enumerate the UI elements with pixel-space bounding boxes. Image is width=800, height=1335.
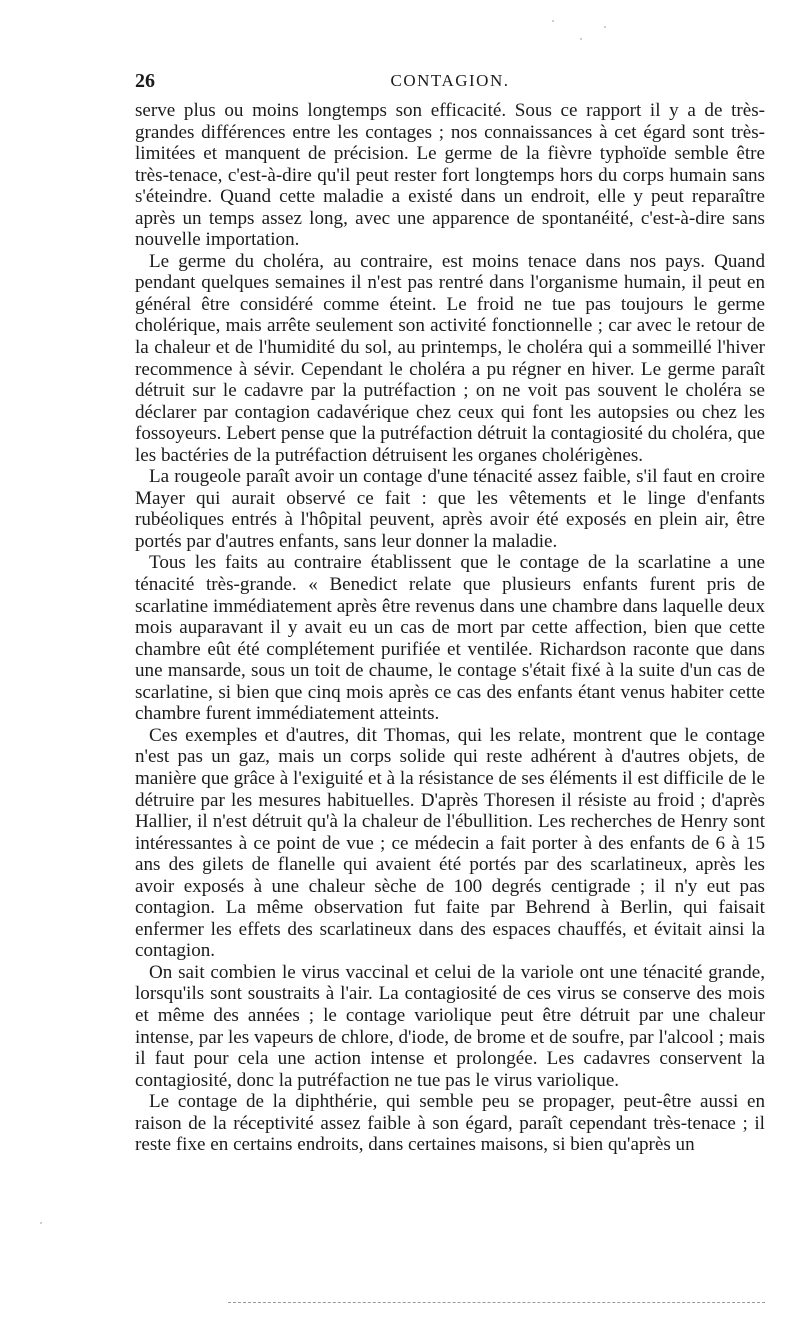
paragraph-fievre-typhoide: serve plus ou moins longtemps son efficacité. Sous ce rapport il y a de très-grandes différences entre les contages ; nos connaissances à cet égard sont très-limitées et manquent de précision. Le germe de la fièvre typhoïde semble être très-tenace, c'est-à-dire qu'il peut rester fort longtemps hors du corps humain sans s'éteindre. Quand cette maladie a existé dans un endroit, elle y peut reparaître après un temps assez long, avec une apparence de spontanéité, c'est-à-dire sans nouvelle importation. xyxy=(135,100,765,251)
paragraph-rougeole: La rougeole paraît avoir un contage d'une ténacité assez faible, s'il faut en croire Mayer qui aurait observé ce fait : que les vêtements et le linge d'enfants rubéoliques entrés à l'hôpital peuvent, après avoir été exposés en plein air, être portés par d'autres enfants, sans leur donner la maladie. xyxy=(135,466,765,552)
page-number: 26 xyxy=(135,70,155,92)
body-text xyxy=(135,100,765,1156)
scan-speck xyxy=(552,20,554,22)
running-title: CONTAGION. xyxy=(390,71,510,90)
page-header xyxy=(135,70,765,96)
paragraph-thomas-exemples: Ces exemples et d'autres, dit Thomas, qui les relate, montrent que le contage n'est pas un gaz, mais un corps solide qui reste adhérent à d'autres objets, de manière que grâce à l'exiguité et à la résistance de ses éléments il est difficile de le détruire par les mesures habituelles. D'après Thoresen il résiste au froid ; d'après Hallier, il n'est détruit qu'à la chaleur de l'ébullition. Les recherches de Henry sont intéressantes à ce point de vue ; ce médecin a fait porter à des enfants de 6 à 15 ans des gilets de flanelle qui avaient été portés par des scarlatineux, après les avoir exposés à une chaleur sèche de 100 degrés centigrade ; il n'y eut pas contagion. La même observation fut faite par Behrend à Berlin, qui faisait enfermer les effets des scarlatineux dans des espaces chauffés, et évitait ainsi la contagion. xyxy=(135,724,765,962)
scan-speck xyxy=(604,26,606,28)
paragraph-cholera: Le germe du choléra, au contraire, est moins tenace dans nos pays. Quand pendant quelques semaines il n'est pas rentré dans l'organisme humain, il peut en général être considéré comme éteint. Le froid ne tue pas toujours le germe cholérique, mais arrête seulement son activité fonctionnelle ; car avec le retour de la chaleur et de l'humidité du sol, au printemps, le choléra qui a sommeillé l'hiver recommence à sévir. Cependant le choléra a pu régner en hiver. Le germe paraît détruit sur le cadavre par la putréfaction ; on ne voit pas souvent le choléra se déclarer par contagion cadavérique chez ceux qui font les autopsies ou chez les fossoyeurs. Lebert pense que la putréfaction détruit la contagiosité du choléra, que les bactéries de la putréfaction détruisent les organes cholérigènes. xyxy=(135,250,765,466)
paragraph-scarlatine: Tous les faits au contraire établissent que le contage de la scarlatine a une ténacité très-grande. « Benedict relate que plusieurs enfants furent pris de scarlatine immédiatement après être revenus dans une chambre dans laquelle deux mois auparavant il y avait eu un cas de mort par cette affection, bien que cette chambre eût été complétement purifiée et ventilée. Richardson raconte que dans une mansarde, sous un toit de chaume, le contage s'était fixé à la suite d'un cas de scarlatine, si bien que cinq mois après ce cas des enfants étant venus habiter cette chambre furent immédiatement atteints. xyxy=(135,552,765,725)
scan-speck xyxy=(40,1222,42,1224)
paragraph-diphtherie: Le contage de la diphthérie, qui semble peu se propager, peut-être aussi en raison de la réceptivité assez faible à son égard, paraît cependant très-tenace ; il reste fixe en certains endroits, dans certaines maisons, si bien qu'après un xyxy=(135,1091,765,1156)
bottom-scan-rule xyxy=(228,1302,765,1303)
paragraph-variole: On sait combien le virus vaccinal et celui de la variole ont une ténacité grande, lorsqu'ils sont soustraits à l'air. La contagiosité de ces virus se conserve des mois et même des années ; le contage variolique peut être détruit par une chaleur intense, par les vapeurs de chlore, d'iode, de brome et de soufre, par l'alcool ; mais il faut pour cela une action intense et prolongée. Les cadavres conservent la contagiosité, donc la putréfaction ne tue pas le virus variolique. xyxy=(135,961,765,1091)
scan-speck xyxy=(580,38,582,40)
